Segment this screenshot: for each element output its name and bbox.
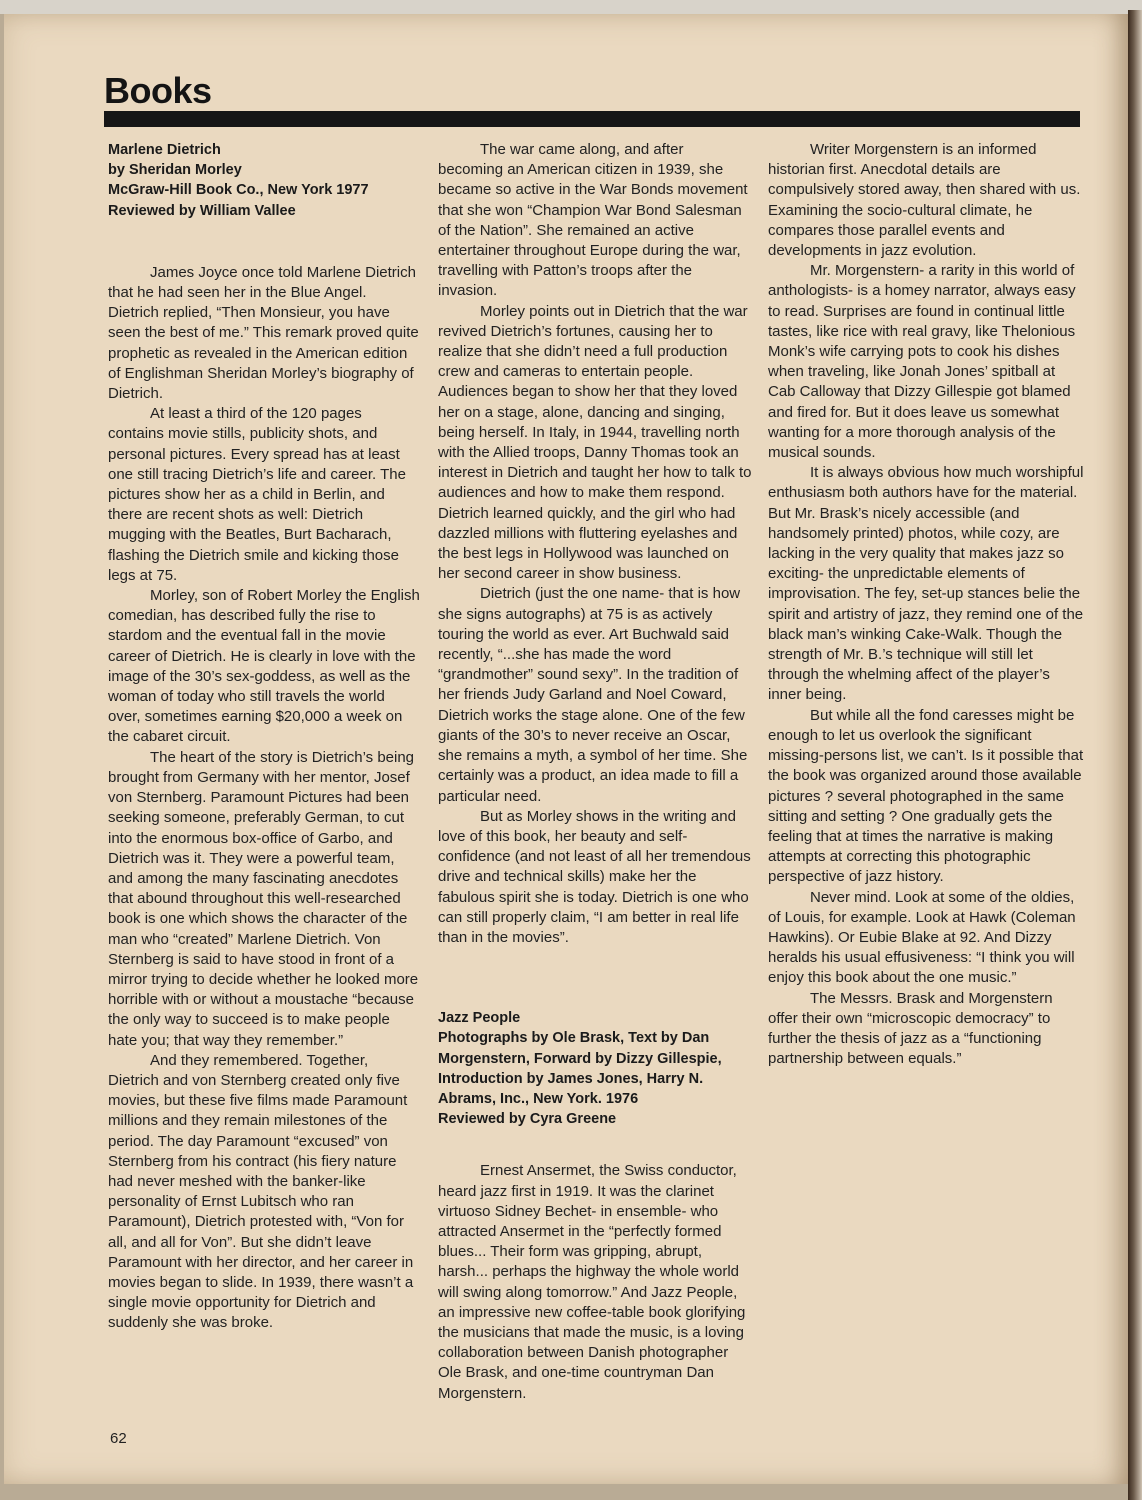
page-number: 62 bbox=[110, 1430, 127, 1447]
review1-publisher: McGraw-Hill Book Co., New York 1977 bbox=[108, 182, 369, 199]
column-1 bbox=[108, 140, 420, 1334]
review1-book-title: Marlene Dietrich bbox=[108, 142, 221, 158]
review2-reviewer: Reviewed by Cyra Greene bbox=[438, 1111, 617, 1128]
review1-paragraph: The war came along, and after becoming an American citizen in 1939, she became so active in the War Bonds movement that she won “Champion War Bond Salesman of the Nation”. She remained an active entertainer throughout Europe during the war, travelling with Patton’s troops after the invasion. bbox=[438, 141, 748, 300]
review1-paragraph: Morley, son of Robert Morley the English comedian, has described fully the rise to stardom and the eventual fall in the movie career of Dietrich. He is clearly in love with the image of the 30’s sex-goddess, as well as the woman of today who still travels the world over, sometimes earning $20,000 a week on the cabaret circuit. bbox=[108, 587, 420, 746]
column-2 bbox=[438, 140, 752, 1404]
review2-paragraph: But while all the fond caresses might be enough to let us overlook the significant missing-persons list, we can’t. Is it possible that the book was organized around those available pictures ? several photographed in the same sitting and setting ? One gradually gets the feeling that at times the narrative is making attempts at correcting this photographic perspective of jazz history. bbox=[768, 706, 1084, 886]
review1-paragraph: At least a third of the 120 pages contains movie stills, publicity shots, and personal pictures. Every spread has at least one still tracing Dietrich’s life and career. The pictures show her as a child in Berlin, and there are recent shots as well: Dietrich mugging with the Beatles, Burt Bacharach, flashing the Dietrich smile and kicking those legs at 75. bbox=[108, 405, 406, 584]
review2-paragraph: It is always obvious how much worshipful enthusiasm both authors have for the material. But Mr. Brask’s nicely accessible (and handsomely printed) photos, while cozy, are lacking in the very quality that makes jazz so exciting- the unpredictable elements of improvisation. The fey, set-up stances belie the spirit and artistry of jazz, they remind one of the black man’s winking Cake-Walk. Though the strength of Mr. B.’s technique will still let through the whelming affect of the player’s inner being. bbox=[768, 464, 1084, 704]
review2-paragraph: Writer Morgenstern is an informed historian first. Anecdotal details are compulsively stored away, then shared with us. Examining the socio-cultural climate, he compares those parallel events and developments in jazz evolution. bbox=[768, 141, 1081, 260]
review2-paragraph: Ernest Ansermet, the Swiss conductor, heard jazz first in 1919. It was the clarinet virtuoso Sidney Bechet- in ensemble- who attracted Ansermet in the “perfectly formed blues... Their form was gripping, abrupt, harsh... perhaps the highway the whole world will swing along tomorrow.” And Jazz People, an impressive new coffee-table book glorifying the musicians that made the music, is a loving collaboration between Danish photographer Ole Brask, and one-time countryman Dan Morgenstern. bbox=[438, 1162, 746, 1402]
review2-paragraph: The Messrs. Brask and Morgenstern offer their own “microscopic democracy” to further the thesis of jazz as a “functioning partnership between equals.” bbox=[768, 989, 1053, 1068]
section-rule bbox=[104, 111, 1080, 127]
review2-book-title: Jazz People bbox=[438, 1010, 521, 1027]
review1-paragraph: And they remembered. Together, Dietrich and von Sternberg created only five movies, but these five films made Paramount millions and they remain milestones of the period. The day Paramount “excused” von Sternberg from his contract (his fiery nature had never meshed with the banker-like personality of Ernst Lubitsch who ran Paramount), Dietrich protested with, “Von for all, and all for Von”. But she didn’t leave Paramount with her director, and her career in movies began to slide. In 1939, there wasn’t a single movie opportunity for Dietrich and suddenly she was broke. bbox=[108, 1051, 414, 1332]
review1-author: by Sheridan Morley bbox=[108, 162, 242, 179]
section-title: Books bbox=[104, 70, 212, 111]
review1-paragraph: Dietrich (just the one name- that is how she signs autographs) at 75 is as actively touring the world as ever. Art Buchwald said recently, “...she has made the word “grandmother” sound sexy”. In the tradition of her friends Judy Garland and Noel Coward, Dietrich works the stage alone. One of the few giants of the 30’s to never receive an Oscar, she remains a myth, a symbol of her time. She certainly was a product, an idea made to fill a particular need. bbox=[438, 585, 748, 805]
review1-reviewer: Reviewed by William Vallee bbox=[108, 202, 296, 219]
review1-paragraph: The heart of the story is Dietrich’s being brought from Germany with her mentor, Josef von Sternberg. Paramount Pictures had been seeking someone, preferably German, to cut into the enormous box-office of Garbo, and Dietrich was it. They were a powerful team, and among the many fascinating anecdotes that abound throughout this well-researched book is one which shows the character of the man who “created” Marlene Dietrich. Von Sternberg is said to have stood in front of a mirror trying to decide whether he looked more horrible with or without a moustache “because the only way to succeed is to make people hate you; that way they remember.” bbox=[108, 748, 419, 1049]
column-3 bbox=[768, 140, 1086, 1069]
review1-paragraph: But as Morley shows in the writing and love of this book, her beauty and self-confidence (and not least of all her tremendous drive and technical skills) make her the fabulous spirit she is today. Dietrich is one who can still properly claim, “I am better in real life than in the movies”. bbox=[438, 807, 751, 946]
review2-paragraph: Mr. Morgenstern- a rarity in this world of anthologists- is a homey narrator, always easy to read. Surprises are found in continual little tastes, like rice with real gravy, like Thelonious Monk’s wife carrying pots to cook his dishes when traveling, like Jonah Jones’ spitball at Cab Calloway that Dizzy Gillespie got blamed and fired for. But it does leave us somewhat wanting for a more thorough analysis of the musical sounds. bbox=[768, 262, 1076, 462]
review1-paragraph: James Joyce once told Marlene Dietrich that he had seen her in the Blue Angel. Dietrich replied, “Then Monsieur, you have seen the best of me.” This remark proved quite prophetic as revealed in the American edition of Englishman Sheridan Morley’s biography of Dietrich. bbox=[108, 263, 419, 403]
scan-top-margin bbox=[0, 0, 1142, 14]
review2-credits: Photographs by Ole Brask, Text by Dan Morgenstern, Forward by Dizzy Gillespie, Introduction by James Jones, Harry N. Abrams, Inc., New York. 1976 bbox=[438, 1030, 722, 1107]
review2-paragraph: Never mind. Look at some of the oldies, of Louis, for example. Look at Hawk (Coleman Hawkins). Or Eubie Blake at 92. And Dizzy heralds his usual effusiveness: “I think you will enjoy this book about the one music.” bbox=[768, 888, 1076, 987]
review1-paragraph: Morley points out in Dietrich that the war revived Dietrich’s fortunes, causing her to realize that she didn’t need a full production crew and cameras to entertain people. Audiences began to show her that they loved her on a stage, alone, dancing and singing, being herself. In Italy, in 1944, travelling north with the Allied troops, Danny Thomas took an interest in Dietrich and taught her how to talk to audiences and how to make them respond. Dietrich learned quickly, and the girl who had dazzled millions with fluttering eyelashes and the best legs in Hollywood was launched on her second career in show business. bbox=[438, 302, 752, 583]
page-binding-edge bbox=[1128, 10, 1142, 1500]
